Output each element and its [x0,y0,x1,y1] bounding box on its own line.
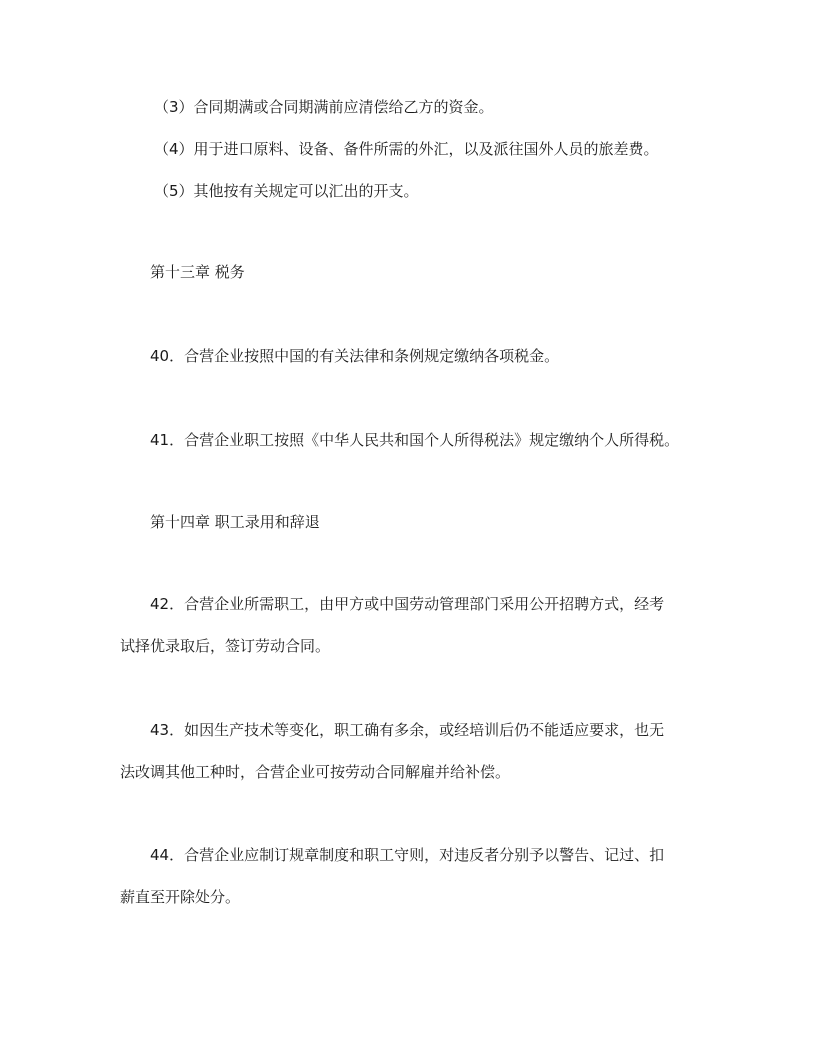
list-item-3: （3）合同期满或合同期满前应清偿给乙方的资金。 [154,98,494,116]
chapter-13-heading: 第十三章 税务 [150,263,245,281]
article-43-line-1: 43．如因生产技术等变化，职工确有多余，或经培训后仍不能适应要求，也无 [150,721,665,739]
article-44-line-1: 44．合营企业应制订规章制度和职工守则，对违反者分别予以警告、记过、扣 [150,846,665,864]
chapter-14-heading: 第十四章 职工录用和辞退 [150,513,320,531]
article-40: 40．合营企业按照中国的有关法律和条例规定缴纳各项税金。 [150,347,560,365]
list-item-5: （5）其他按有关规定可以汇出的开支。 [154,182,419,200]
article-44-line-2: 薪直至开除处分。 [120,888,241,906]
article-42-line-2: 试择优录取后，签订劳动合同。 [120,637,331,655]
article-43-line-2: 法改调其他工种时，合营企业可按劳动合同解雇并给补偿。 [120,763,511,781]
list-item-4: （4）用于进口原料、设备、备件所需的外汇，以及派往国外人员的旅差费。 [154,140,659,158]
article-42-line-1: 42．合营企业所需职工，由甲方或中国劳动管理部门采用公开招聘方式，经考 [150,595,665,613]
article-41: 41．合营企业职工按照《中华人民共和国个人所得税法》规定缴纳个人所得税。 [150,431,680,449]
